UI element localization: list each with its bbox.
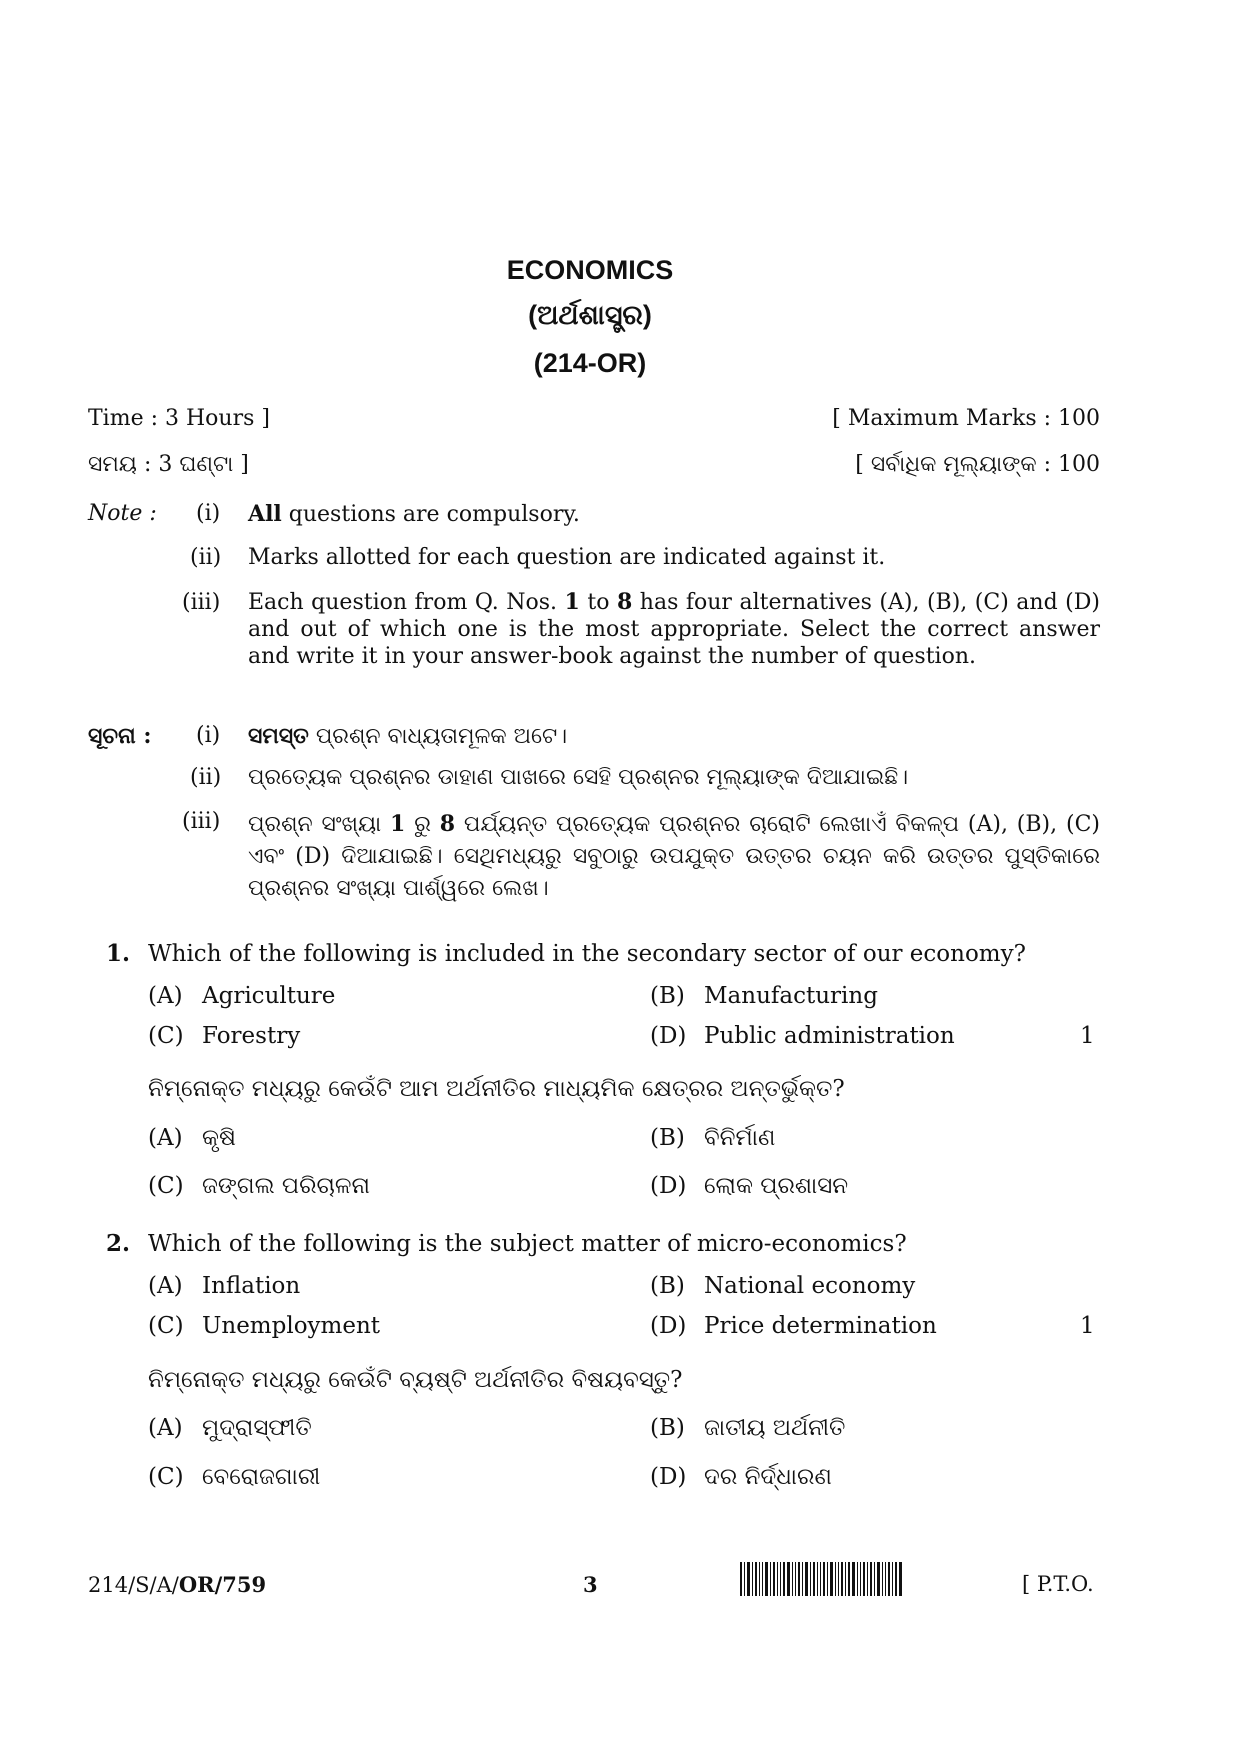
note-item-num: (iii) <box>182 590 221 615</box>
q1-odia-option-d <box>650 1172 848 1200</box>
option-letter: (C) <box>148 1464 184 1490</box>
question-2-number: 2. <box>106 1230 131 1257</box>
q1-option-c <box>148 1022 300 1050</box>
option-text: Public administration <box>704 1023 955 1049</box>
note-item-num: (ii) <box>190 545 222 570</box>
option-text: ଦର ନିର୍ଦ୍ଧାରଣ <box>704 1464 832 1490</box>
option-text: Price determination <box>704 1313 937 1339</box>
pto-label: [ P.T.O. <box>1022 1572 1094 1596</box>
note-item-3-b2: 8 <box>616 589 633 615</box>
q2-marks: 1 <box>1080 1313 1095 1339</box>
note-odia-item-3-b2: 8 <box>439 811 456 837</box>
subject-title: ECONOMICS <box>506 255 674 285</box>
question-1-text: Which of the following is included in the secondary sector of our economy? <box>148 941 1026 967</box>
note-item-3-text-c: has four alternatives (A), (B), (C) and (D) and out of which one is the most appropriate. Select the correct answer and write it in your answer-book against the number of question. <box>248 590 1100 669</box>
option-letter: (B) <box>650 983 685 1009</box>
q2-option-d <box>650 1312 937 1340</box>
time-label-odia: ସମୟ : 3 ଘଣ୍ଟା ] <box>88 452 249 477</box>
q1-option-d <box>650 1022 955 1050</box>
option-letter: (D) <box>650 1173 687 1199</box>
note-label-odia: ସୂଚନା : <box>88 723 152 749</box>
option-text: ମୁଦ୍ରାସ୍ଫୀତି <box>202 1415 312 1441</box>
option-letter: (C) <box>148 1173 184 1199</box>
note-odia-item-3 <box>248 808 1100 905</box>
option-text: Inflation <box>202 1273 301 1299</box>
note-odia-item-num: (i) <box>196 723 221 748</box>
option-letter: (C) <box>148 1313 184 1339</box>
note-odia-item-num: (ii) <box>190 765 222 790</box>
q2-option-c <box>148 1312 380 1340</box>
option-text: Agriculture <box>202 983 336 1009</box>
page-number: 3 <box>583 1572 598 1597</box>
q1-odia-option-b <box>650 1124 775 1152</box>
option-text: ବେରୋଜଗାରୀ <box>202 1464 321 1490</box>
question-2-text-odia: ନିମ୍ନୋକ୍ତ ମଧ୍ୟରୁ କେଉଁଟି ବ୍ୟଷ୍ଟି ଅର୍ଥନୀତିର ବିଷୟବସ୍ତୁ? <box>148 1367 683 1393</box>
option-letter: (A) <box>148 983 183 1009</box>
option-letter: (B) <box>650 1415 685 1441</box>
q2-odia-option-a <box>148 1414 312 1442</box>
note-odia-item-num: (iii) <box>182 809 221 834</box>
barcode-icon <box>740 1562 904 1596</box>
q1-option-b <box>650 982 878 1010</box>
option-letter: (D) <box>650 1023 687 1049</box>
option-text: ଲୋକ ପ୍ରଶାସନ <box>704 1173 849 1199</box>
option-text: National economy <box>704 1273 916 1299</box>
option-text: ବିନିର୍ମାଣ <box>704 1125 776 1151</box>
paper-code <box>88 1572 266 1597</box>
note-odia-item-1 <box>248 722 567 751</box>
q1-odia-option-a <box>148 1124 236 1152</box>
note-label: Note : <box>88 501 157 526</box>
option-text: ଜଙ୍ଗଲ ପରିଚାଳନା <box>202 1173 370 1199</box>
q1-marks: 1 <box>1080 1023 1095 1049</box>
option-letter: (B) <box>650 1125 685 1151</box>
note-odia-item-1-bold: ସମସ୍ତ <box>248 723 309 749</box>
question-1-number: 1. <box>106 940 131 967</box>
q1-option-a <box>148 982 335 1010</box>
q1-odia-option-c <box>148 1172 370 1200</box>
note-odia-item-3-b1: 1 <box>390 811 406 837</box>
question-2-text: Which of the following is the subject matter of micro-economics? <box>148 1231 907 1257</box>
note-item-1 <box>248 500 580 529</box>
option-text: Manufacturing <box>704 983 878 1009</box>
note-odia-item-3-text-b: ରୁ <box>405 812 440 837</box>
q2-odia-option-b <box>650 1414 845 1442</box>
option-letter: (A) <box>148 1273 183 1299</box>
option-letter: (C) <box>148 1023 184 1049</box>
subject-title-odia: (ଅର୍ଥଶାସ୍ତ୍ର) <box>528 300 652 330</box>
note-item-2: Marks allotted for each question are indicated against it. <box>248 545 886 570</box>
paper-code-prefix: 214/S/A/ <box>88 1573 179 1597</box>
note-item-3 <box>248 589 1100 670</box>
max-marks-label-odia: [ ସର୍ବାଧିକ ମୂଲ୍ୟାଙ୍କ : 100 <box>855 452 1100 477</box>
max-marks-label: [ Maximum Marks : 100 <box>832 406 1100 431</box>
q2-option-a <box>148 1272 300 1300</box>
note-item-3-text-b: to <box>579 590 617 615</box>
option-letter: (A) <box>148 1125 183 1151</box>
note-item-3-b1: 1 <box>564 589 580 615</box>
option-letter: (B) <box>650 1273 685 1299</box>
option-text: Unemployment <box>202 1313 381 1339</box>
note-odia-item-1-text: ପ୍ରଶ୍ନ ବାଧ୍ୟତାମୂଳକ ଅଟେ। <box>308 724 568 749</box>
q2-odia-option-d <box>650 1463 832 1491</box>
question-1-text-odia: ନିମ୍ନୋକ୍ତ ମଧ୍ୟରୁ କେଉଁଟି ଆମ ଅର୍ଥନୀତିର ମାଧ୍ୟମିକ କ୍ଷେତ୍ରର ଅନ୍ତର୍ଭୁକ୍ତ? <box>148 1076 845 1102</box>
note-odia-item-2: ପ୍ରତ୍ୟେକ ପ୍ରଶ୍ନର ଡାହାଣ ପାଖରେ ସେହି ପ୍ରଶ୍ନର ମୂଲ୍ୟାଙ୍କ ଦିଆଯାଇଛି। <box>248 765 909 790</box>
subject-code: (214-OR) <box>533 348 647 378</box>
option-text: ଜାତୀୟ ଅର୍ଥନୀତି <box>704 1415 846 1441</box>
time-label: Time : 3 Hours ] <box>88 406 270 431</box>
note-item-3-text-a: Each question from Q. Nos. <box>248 590 565 615</box>
paper-code-bold: OR/759 <box>178 1572 267 1597</box>
option-text: Forestry <box>202 1023 301 1049</box>
q2-option-b <box>650 1272 915 1300</box>
note-odia-item-3-text-a: ପ୍ରଶ୍ନ ସଂଖ୍ୟା <box>248 812 391 837</box>
option-text: କୃଷି <box>202 1125 236 1151</box>
note-item-1-text: questions are compulsory. <box>281 502 580 527</box>
q2-odia-option-c <box>148 1463 320 1491</box>
option-letter: (D) <box>650 1464 687 1490</box>
option-letter: (A) <box>148 1415 183 1441</box>
note-item-1-bold: All <box>248 501 282 527</box>
note-item-num: (i) <box>196 501 221 526</box>
note-odia-item-3-text-c: ପର୍ଯ୍ୟନ୍ତ ପ୍ରତ୍ୟେକ ପ୍ରଶ୍ନର ଚାରୋଟି ଲେଖାଏଁ ବିକଳ୍ପ (A), (B), (C) ଏବଂ (D) ଦିଆଯାଇଛି। ସେଥିମଧ୍ୟରୁ ସବୁଠାରୁ ଉପଯୁକ୍ତ ଉତ୍ତର ଚୟନ କରି ଉତ୍ତର ପୁସ୍ତିକାରେ ପ୍ରଶ୍ନର ସଂଖ୍ୟା ପାର୍ଶ୍ୱରେ ଲେଖ। <box>248 812 1100 901</box>
option-letter: (D) <box>650 1313 687 1339</box>
